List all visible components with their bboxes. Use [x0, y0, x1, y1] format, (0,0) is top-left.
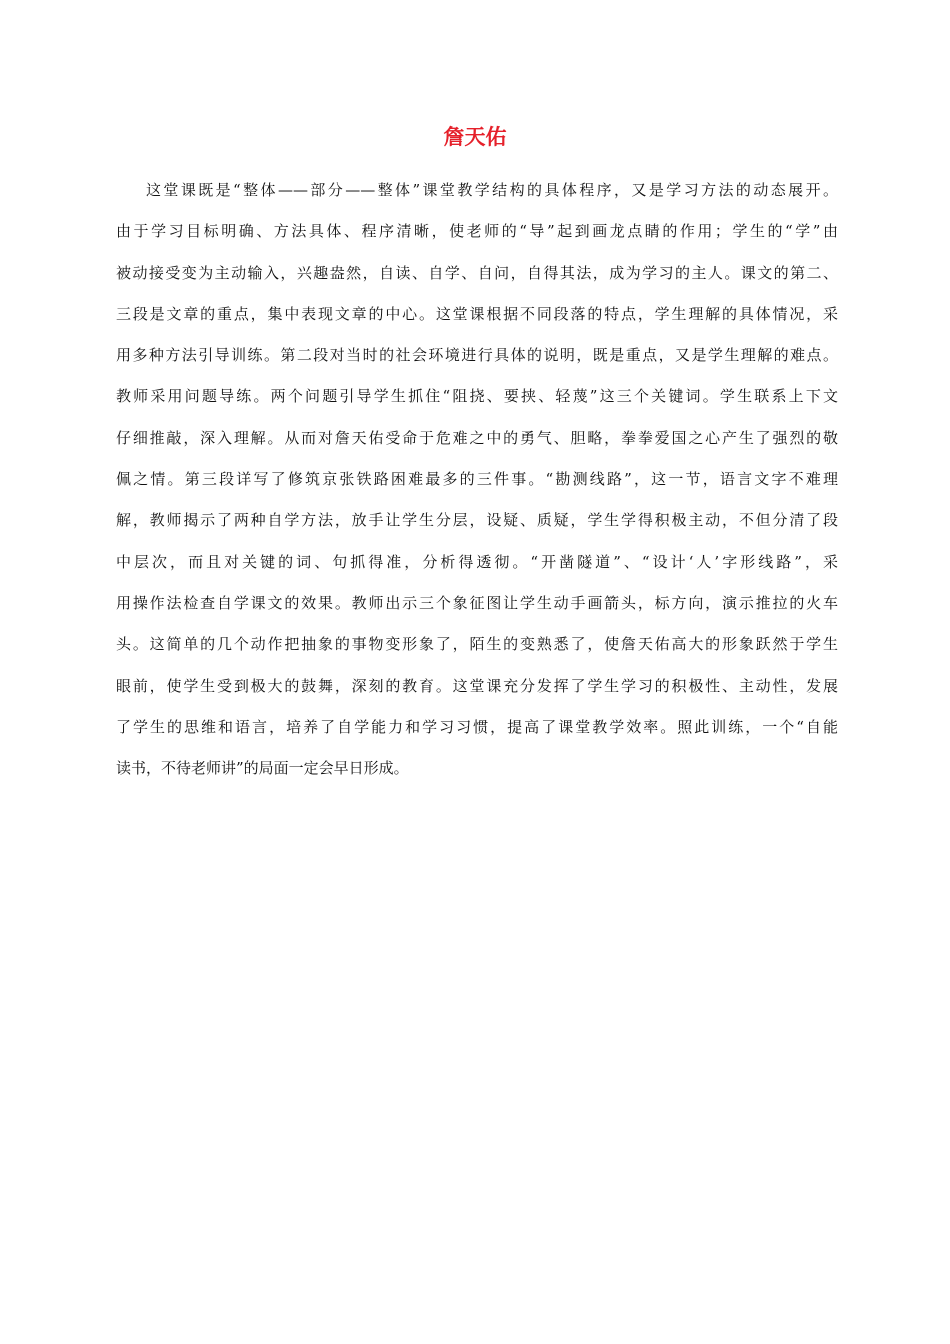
paragraph-line: 读书，不待老师讲”的局面一定会早日形成。: [116, 759, 409, 778]
paragraph-line: 解，教师揭示了两种自学方法，放手让学生分层，设疑、质疑，学生学得积极主动，不但分清了段: [116, 511, 838, 530]
paragraph-line: 这堂课既是“整体——部分——整体”课堂教学结构的具体程序，又是学习方法的动态展开。: [146, 181, 838, 199]
document-title: 詹天佑: [443, 125, 507, 149]
paragraph-line: 了学生的思维和语言，培养了自学能力和学习习惯，提高了课堂教学效率。照此训练，一个“自能: [116, 717, 838, 736]
paragraph-line: 三段是文章的重点，集中表现文章的中心。这堂课根据不同段落的特点，学生理解的具体情况，采: [116, 304, 838, 323]
paragraph-line: 被动接受变为主动输入，兴趣盎然，自读、自学、自问，自得其法，成为学习的主人。课文的第二、: [116, 263, 838, 282]
paragraph-line: 眼前，使学生受到极大的鼓舞，深刻的教育。这堂课充分发挥了学生学习的积极性、主动性，发展: [116, 676, 838, 695]
paragraph-line: 头。这简单的几个动作把抽象的事物变形象了，陌生的变熟悉了，使詹天佑高大的形象跃然于学生: [116, 635, 838, 654]
paragraph-line: 佩之情。第三段详写了修筑京张铁路困难最多的三件事。“勘测线路”，这一节，语言文字不难理: [116, 470, 838, 489]
paragraph-line: 用操作法检查自学课文的效果。教师出示三个象征图让学生动手画箭头，标方向，演示推拉的火车: [116, 593, 838, 612]
paragraph-line: 教师采用问题导练。两个问题引导学生抓住“阻挠、要挟、轻蔑”这三个关键词。学生联系上下文: [116, 387, 838, 406]
paragraph-line: 由于学习目标明确、方法具体、程序清晰，使老师的“导”起到画龙点睛的作用；学生的“学”由: [116, 222, 838, 241]
body-paragraph: [116, 170, 838, 789]
paragraph-line: 中层次，而且对关键的词、句抓得准，分析得透彻。“开凿隧道”、“设计‘人’字形线路”，采: [116, 552, 838, 571]
paragraph-line: 仔细推敲，深入理解。从而对詹天佑受命于危难之中的勇气、胆略，拳拳爱国之心产生了强烈的敬: [116, 428, 838, 447]
paragraph-line: 用多种方法引导训练。第二段对当时的社会环境进行具体的说明，既是重点，又是学生理解的难点。: [116, 346, 838, 365]
